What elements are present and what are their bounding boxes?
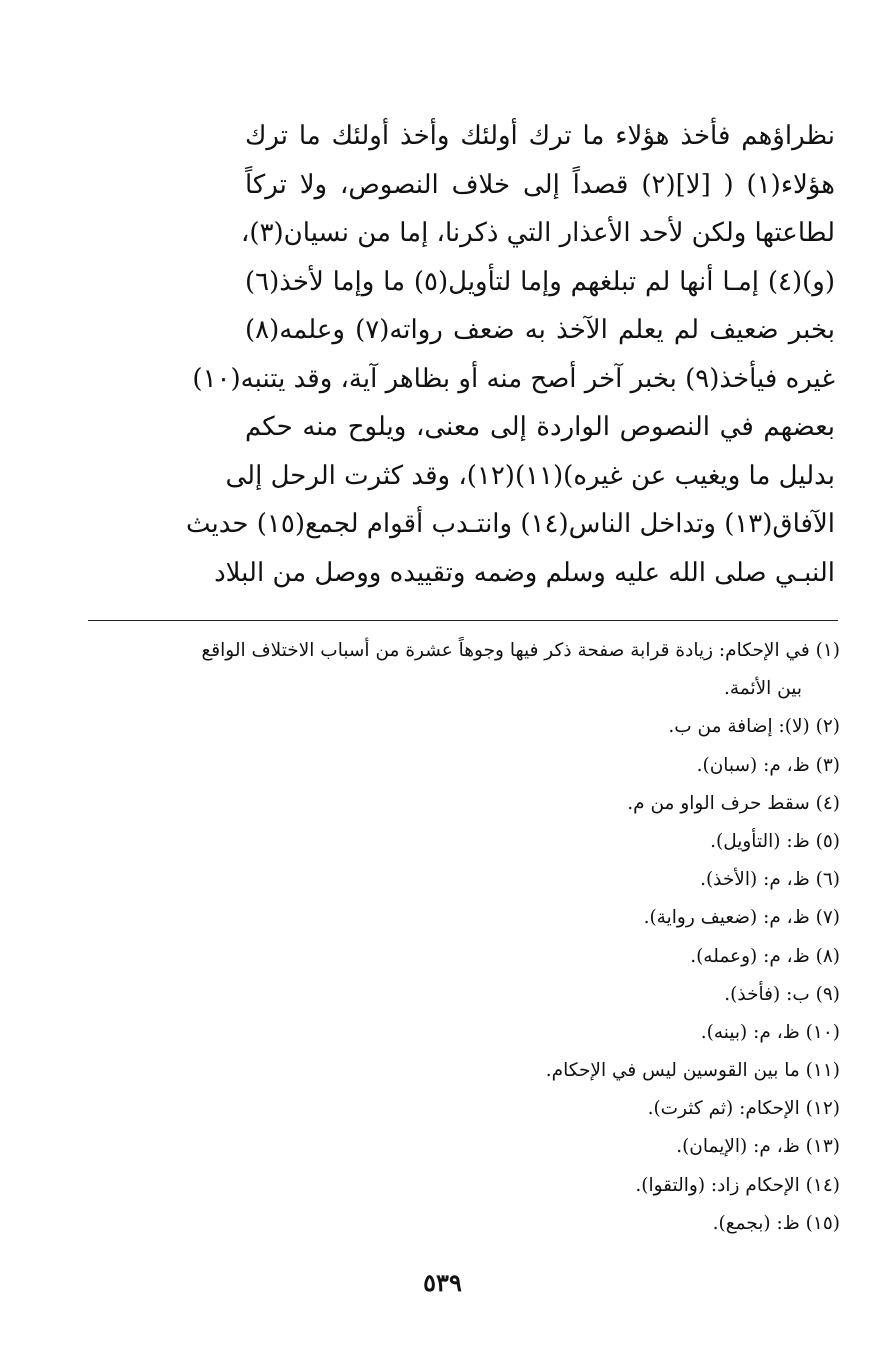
text-line: الآفاق(١٣) وتداخل الناس(١٤) وانتـدب أقوام لجمع(١٥) حديث xyxy=(185,509,835,539)
footnote: (١٢) الإحكام: (ثم كثرت). xyxy=(647,1098,840,1120)
text-line: بخبر ضعيف لم يعلم الآخذ به ضعف رواته(٧) وعلمه(٨) xyxy=(245,315,836,345)
footnotes-block xyxy=(80,632,840,1243)
text-line: غيره فيأخذ(٩) بخبر آخر أصح منه أو بظاهر آية، وقد يتنبه(١٠) xyxy=(192,363,835,394)
footnote: (١) في الإحكام: زيادة قرابة صفحة ذكر فيها وجوهاً عشرة من أسباب الاختلاف الواقع xyxy=(201,640,840,661)
footnote: (٦) ظ، م: (الأخذ). xyxy=(700,869,840,891)
footnote-continuation: بين الأئمة. xyxy=(723,678,802,700)
text-line: بعضهم في النصوص الواردة إلى معنى، ويلوح منه حكم xyxy=(245,412,835,442)
footnote: (٨) ظ، م: (وعمله). xyxy=(690,945,840,967)
footnote: (١٣) ظ، م: (الإيمان). xyxy=(676,1136,840,1158)
footnote: (١٠) ظ، م: (بينه). xyxy=(700,1021,840,1043)
main-text-block xyxy=(185,112,836,597)
footnote: (٢) (لا): إضافة من ب. xyxy=(668,716,840,738)
text-line: (و)(٤) إمـا أنها لم تبلغهم وإما لتأويل(٥) ما وإما لأخذ(٦) xyxy=(245,266,835,297)
footnote-divider xyxy=(88,620,838,621)
text-line: بدليل ما ويغيب عن غيره)(١١)(١٢)، وقد كثرت الرحل إلى xyxy=(225,460,835,491)
footnote: (٩) ب: (فأخذ). xyxy=(724,983,840,1005)
text-line: لطاعتها ولكن لأحد الأعذار التي ذكرنا، إما من نسيان(٣)، xyxy=(241,218,835,248)
page-number: ٥٣٩ xyxy=(423,1268,462,1297)
footnote: (٤) سقط حرف الواو من م. xyxy=(627,792,840,814)
footnote: (٧) ظ، م: (ضعيف رواية). xyxy=(643,907,840,929)
footnote: (١٥) ظ: (بجمع). xyxy=(712,1212,840,1234)
footnote: (١١) ما بين القوسين ليس في الإحكام. xyxy=(545,1060,840,1082)
footnote: (٣) ظ، م: (سبان). xyxy=(696,754,840,776)
text-line: هؤلاء(١) ( [لا](٢) قصداً إلى خلاف النصوص، ولا تركاً xyxy=(245,169,836,200)
footnote: (٥) ظ: (التأويل). xyxy=(710,830,840,852)
text-line: النبـي صلى الله عليه وسلم وضمه وتقييده ووصل من البلاد xyxy=(214,557,835,588)
text-line: نظراؤهم فأخذ هؤلاء ما ترك أولئك وأخذ أولئك ما ترك xyxy=(245,121,835,151)
footnote: (١٤) الإحكام زاد: (والتقوا). xyxy=(635,1174,840,1196)
